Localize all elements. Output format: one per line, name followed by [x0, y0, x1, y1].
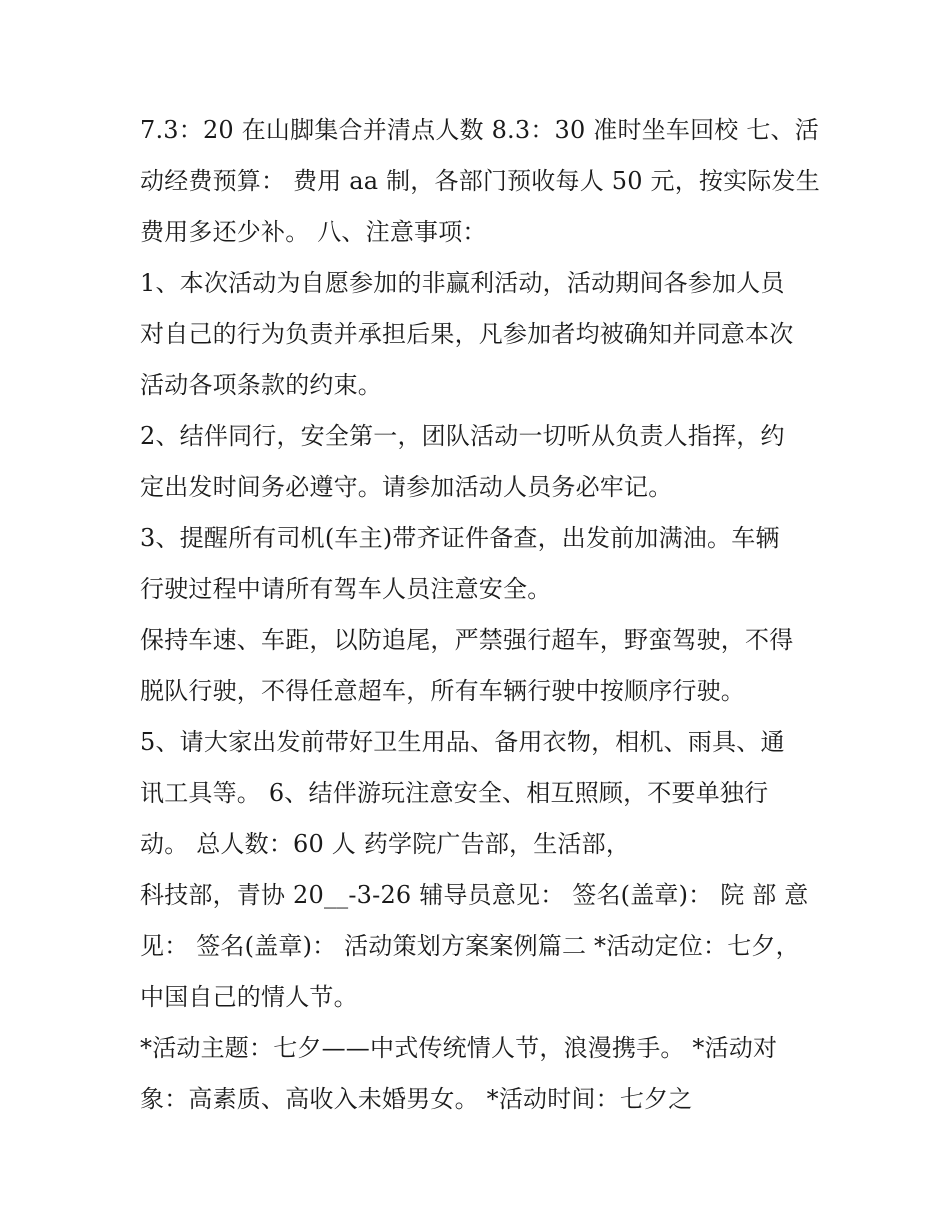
text-line: 定出发时间务必遵守。请参加活动人员务必牢记。 [140, 473, 673, 501]
text-line: 保持车速、车距，以防追尾，严禁强行超车，野蛮驾驶，不得 [140, 626, 794, 654]
text-line: 动。 总人数：60 人 药学院广告部，生活部， [140, 830, 631, 858]
text-line: 科技部，青协 20__-3-26 辅导员意见： 签名(盖章)： 院 部 意 [140, 881, 809, 909]
text-line: 脱队行驶，不得任意超车，所有车辆行驶中按顺序行驶。 [140, 677, 745, 705]
text-line: *活动主题：七夕——中式传统情人节，浪漫携手。 *活动对 [140, 1034, 778, 1062]
text-line: 讯工具等。 6、结伴游玩注意安全、相互照顾，不要单独行 [140, 779, 769, 807]
text-line: 7.3：20 在山脚集合并清点人数 8.3：30 准时坐车回校 七、活 [140, 116, 819, 144]
text-line: 2、结伴同行，安全第一，团队活动一切听从负责人指挥，约 [140, 422, 785, 450]
text-line: 象：高素质、高收入未婚男女。 *活动时间：七夕之 [140, 1085, 693, 1113]
text-line: 3、提醒所有司机(车主)带齐证件备查，出发前加满油。车辆 [140, 524, 780, 552]
text-line: 5、请大家出发前带好卫生用品、备用衣物，相机、雨具、通 [140, 728, 785, 756]
text-line: 见： 签名(盖章)： 活动策划方案案例篇二 *活动定位：七夕， [140, 932, 800, 960]
text-line: 活动各项条款的约束。 [140, 371, 382, 399]
text-line: 对自己的行为负责并承担后果，凡参加者均被确知并同意本次 [140, 320, 794, 348]
text-line: 1、本次活动为自愿参加的非赢利活动，活动期间各参加人员 [140, 269, 785, 297]
text-line: 行驶过程中请所有驾车人员注意安全。 [140, 575, 552, 603]
text-line: 费用多还少补。 八、注意事项： [140, 218, 487, 246]
text-line: 中国自己的情人节。 [140, 983, 358, 1011]
document-body [140, 105, 830, 1125]
text-line: 动经费预算： 费用 aa 制，各部门预收每人 50 元，按实际发生 [140, 167, 820, 195]
